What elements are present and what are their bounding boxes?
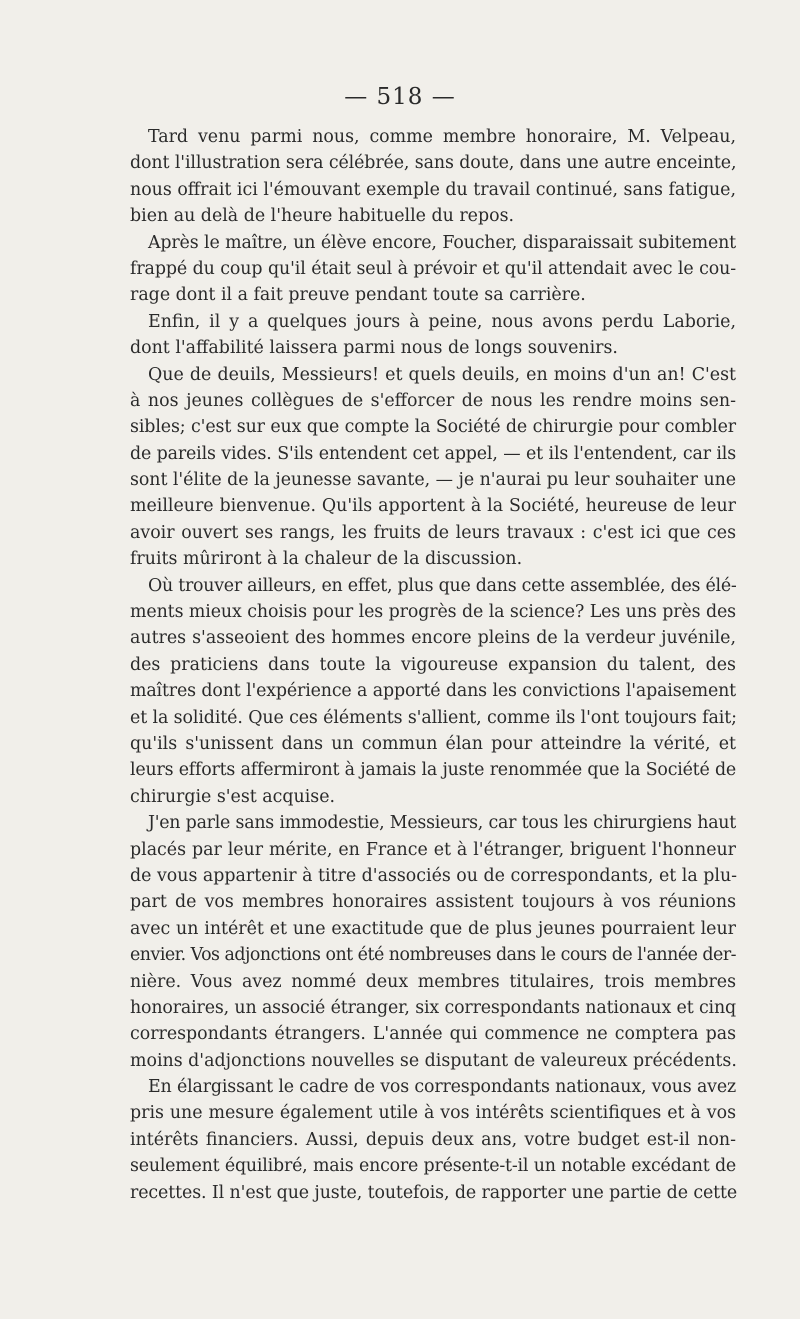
text-line: Enfin, il y a quelques jours à peine, nous avons perdu Laborie, [148, 311, 736, 332]
text-line: meilleure bienvenue. Qu'ils apportent à la Société, heureuse de leur [130, 496, 736, 517]
text-line: dont l'affabilité laissera parmi nous de longs souvenirs. [130, 338, 618, 359]
text-line: envier. Vos adjonctions ont été nombreuses dans le cours de l'année der- [130, 945, 737, 966]
text-line: dont l'illustration sera célébrée, sans doute, dans une autre enceinte, [130, 153, 737, 174]
text-line: placés par leur mérite, en France et à l'étranger, briguent l'honneur [130, 839, 736, 860]
text-line: avec un intérêt et une exactitude que de plus jeunes pourraient leur [130, 918, 736, 939]
text-line: Après le maître, un élève encore, Foucher, disparaissait subitement [148, 232, 736, 253]
text-line: des praticiens dans toute la vigoureuse expansion du talent, des [130, 654, 736, 675]
text-line: autres s'asseoient des hommes encore pleins de la verdeur juvénile, [130, 628, 736, 649]
text-line: recettes. Il n'est que juste, toutefois, de rapporter une partie de cette [130, 1182, 738, 1203]
paragraph-laborie [130, 309, 736, 362]
text-line: moins d'adjonctions nouvelles se disputant de valeureux précédents. [130, 1050, 737, 1071]
text-line: de pareils vides. S'ils entendent cet appel, — et ils l'entendent, car ils [130, 443, 736, 464]
text-line: nous offrait ici l'émouvant exemple du travail continué, sans fatigue, [130, 179, 736, 200]
text-line: pris une mesure également utile à vos intérêts scientifiques et à vos [130, 1103, 736, 1124]
text-line: seulement équilibré, mais encore présente-t-il un notable excédant de [130, 1156, 736, 1177]
text-line: à nos jeunes collègues de s'efforcer de nous les rendre moins sen- [130, 390, 736, 411]
text-line: nière. Vous avez nommé deux membres titulaires, trois membres [130, 971, 736, 992]
text-line: leurs efforts affermiront à jamais la juste renommée que la Société de [130, 760, 736, 781]
text-line: part de vos membres honoraires assistent toujours à vos réunions [130, 892, 736, 913]
text-line: J'en parle sans immodestie, Messieurs, car tous les chirurgiens haut [148, 813, 736, 834]
text-line: maîtres dont l'expérience a apporté dans les convictions l'apaisement [130, 681, 736, 702]
text-line: ments mieux choisis pour les progrès de la science? Les uns près des [130, 602, 736, 623]
text-line: frappé du coup qu'il était seul à prévoir et qu'il attendait avec le cou- [130, 258, 736, 279]
text-line: de vous appartenir à titre d'associés ou de correspondants, et la plu- [130, 865, 738, 886]
text-line: intérêts financiers. Aussi, depuis deux ans, votre budget est-il non- [130, 1129, 736, 1150]
text-line: fruits mûriront à la chaleur de la discussion. [130, 549, 523, 570]
paragraph-velpeau [130, 124, 736, 230]
paragraph-budget [130, 1074, 736, 1206]
text-line: sibles; c'est sur eux que compte la Société de chirurgie pour combler [130, 417, 736, 438]
text-line: sont l'élite de la jeunesse savante, — je n'aurai pu leur souhaiter une [130, 470, 736, 491]
text-line: rage dont il a fait preuve pendant toute sa carrière. [130, 285, 586, 306]
text-line: et la solidité. Que ces éléments s'allient, comme ils l'ont toujours fait; [130, 707, 737, 728]
text-line: honoraires, un associé étranger, six correspondants nationaux et cinq [130, 997, 736, 1018]
paragraph-deuils [130, 362, 736, 573]
text-line: Que de deuils, Messieurs! et quels deuils, en moins d'un an! C'est [148, 364, 736, 385]
paragraph-foucher [130, 230, 736, 309]
body-text [130, 124, 736, 1206]
text-line: bien au delà de l'heure habituelle du repos. [130, 206, 515, 227]
text-line: chirurgie s'est acquise. [130, 786, 336, 807]
paragraph-adjonctions [130, 810, 736, 1074]
text-line: qu'ils s'unissent dans un commun élan pour atteindre la vérité, et [130, 733, 736, 754]
text-line: En élargissant le cadre de vos correspondants nationaux, vous avez [148, 1077, 736, 1098]
paragraph-assemblee [130, 573, 736, 811]
text-line: avoir ouvert ses rangs, les fruits de leurs travaux : c'est ici que ces [130, 522, 736, 543]
text-line: correspondants étrangers. L'année qui commence ne comptera pas [130, 1024, 736, 1045]
page-number: — 518 — [344, 84, 456, 110]
text-line: Où trouver ailleurs, en effet, plus que dans cette assemblée, des élé- [148, 575, 737, 596]
text-line: Tard venu parmi nous, comme membre honoraire, M. Velpeau, [148, 127, 736, 147]
